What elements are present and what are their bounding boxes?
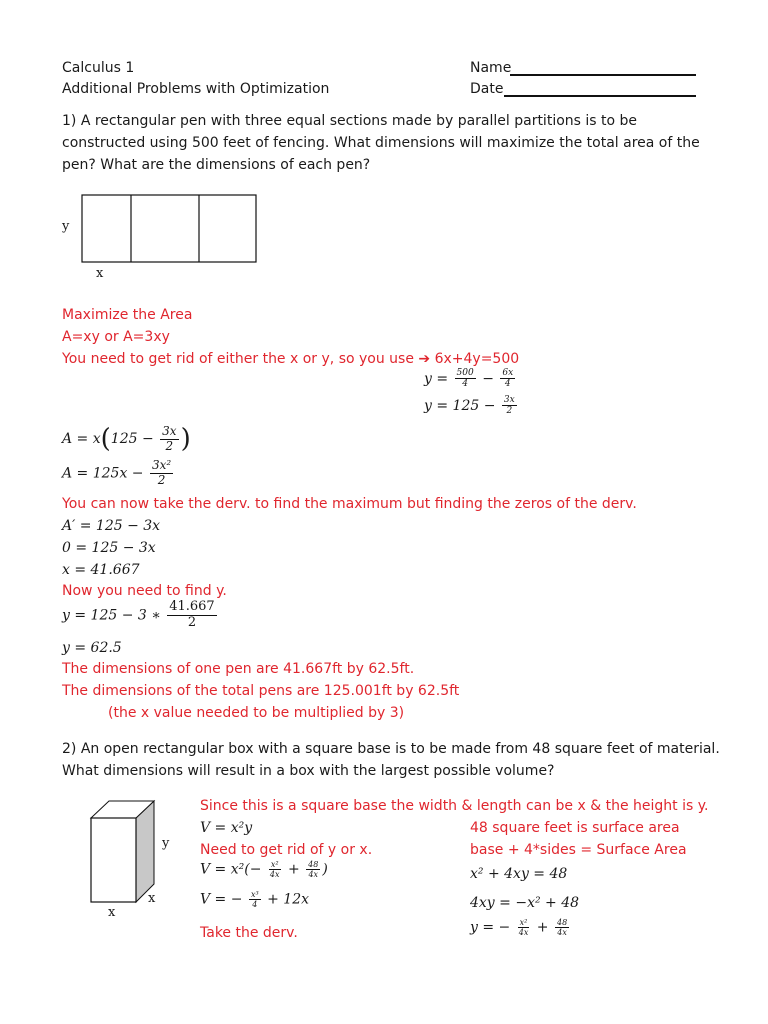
- dimensions-total-pens: The dimensions of the total pens are 125.001ft by 62.5ft: [62, 683, 460, 699]
- pen-diagram: [60, 190, 270, 285]
- area-equation: A=xy or A=3xy: [62, 329, 170, 345]
- name-label: Name: [470, 60, 512, 76]
- worksheet-subtitle: Additional Problems with Optimization: [62, 81, 330, 97]
- square-base-note: Since this is a square base the width & length can be x & the height is y.: [200, 798, 709, 814]
- pen-outline: [82, 195, 256, 262]
- y-solution: y = − $\frac{\text{x²}}{4x}$ + $\frac{48}{4x}$: [470, 918, 568, 938]
- x-value: x = 41.667: [62, 562, 140, 578]
- volume-substitution: V = x²(− $\frac{\text{x²}}{4x}$ + $\frac{48}{4x}$ ): [200, 860, 328, 880]
- box-side-face: [136, 801, 154, 902]
- find-y-instruction: Now you need to find y.: [62, 583, 227, 599]
- derivative-instruction: You can now take the derv. to find the maximum but finding the zeros of the derv.: [62, 496, 637, 512]
- y-equation-2: y = 125 − $\frac{3x}{2}$: [424, 395, 515, 417]
- problem2-line2: What dimensions will result in a box with the largest possible volume?: [62, 763, 555, 779]
- area-expanded: A = 125x − $\frac{\text{3x²}}{2}$: [62, 458, 172, 487]
- maximize-text: Maximize the Area: [62, 307, 193, 323]
- box-x-label-front: x: [108, 905, 116, 920]
- name-line: [510, 74, 696, 76]
- course-title: Calculus 1: [62, 60, 135, 76]
- area-substitution: A = x(125 − $\frac{3x}{2}$ ): [62, 423, 191, 454]
- a-prime-equation: A′ = 125 − 3x: [62, 518, 161, 534]
- box-front-face: [91, 818, 136, 902]
- box-y-label: y: [162, 836, 170, 851]
- problem1-line1: 1) A rectangular pen with three equal sections made by parallel partitions is to be: [62, 113, 638, 129]
- y-equation-1: y = $\frac{500}{4}$ − $\frac{6x}{4}$: [424, 368, 514, 390]
- box-x-label-side: x: [148, 891, 156, 906]
- take-derivative-instruction: Take the derv.: [200, 925, 298, 941]
- four-xy-equation: 4xy = −x² + 48: [470, 895, 580, 911]
- problem2-line1: 2) An open rectangular box with a square base is to be made from 48 square feet of material.: [62, 741, 720, 757]
- problem1-line3: pen? What are the dimensions of each pen?: [62, 157, 371, 173]
- date-line: [504, 95, 696, 97]
- zero-equation: 0 = 125 − 3x: [62, 540, 156, 556]
- volume-equation: V = x²y: [200, 820, 253, 836]
- box-diagram: [80, 796, 170, 921]
- rid-instruction: You need to get rid of either the x or y, so you use ➔ 6x+4y=500: [62, 351, 520, 367]
- dimensions-one-pen: The dimensions of one pen are 41.667ft by 62.5ft.: [62, 661, 415, 677]
- surface-formula: base + 4*sides = Surface Area: [470, 842, 687, 858]
- problem1-line2: constructed using 500 feet of fencing. What dimensions will maximize the total area of the: [62, 135, 700, 151]
- pen-y-label: y: [62, 219, 70, 234]
- date-label: Date: [470, 81, 504, 97]
- surface-area-note: 48 square feet is surface area: [470, 820, 680, 836]
- volume-simplified: V = − $\frac{\text{x³}}{4}$ + 12x: [200, 890, 309, 910]
- y-calculation: y = 125 − 3 ∗ $\frac{41.667}{2}$: [62, 599, 215, 630]
- surface-equation: x² + 4xy = 48: [470, 866, 568, 882]
- rid-y-instruction: Need to get rid of y or x.: [200, 842, 373, 858]
- pen-x-label: x: [96, 266, 104, 281]
- dimensions-note: (the x value needed to be multiplied by 3): [108, 705, 405, 721]
- y-value: y = 62.5: [62, 640, 122, 656]
